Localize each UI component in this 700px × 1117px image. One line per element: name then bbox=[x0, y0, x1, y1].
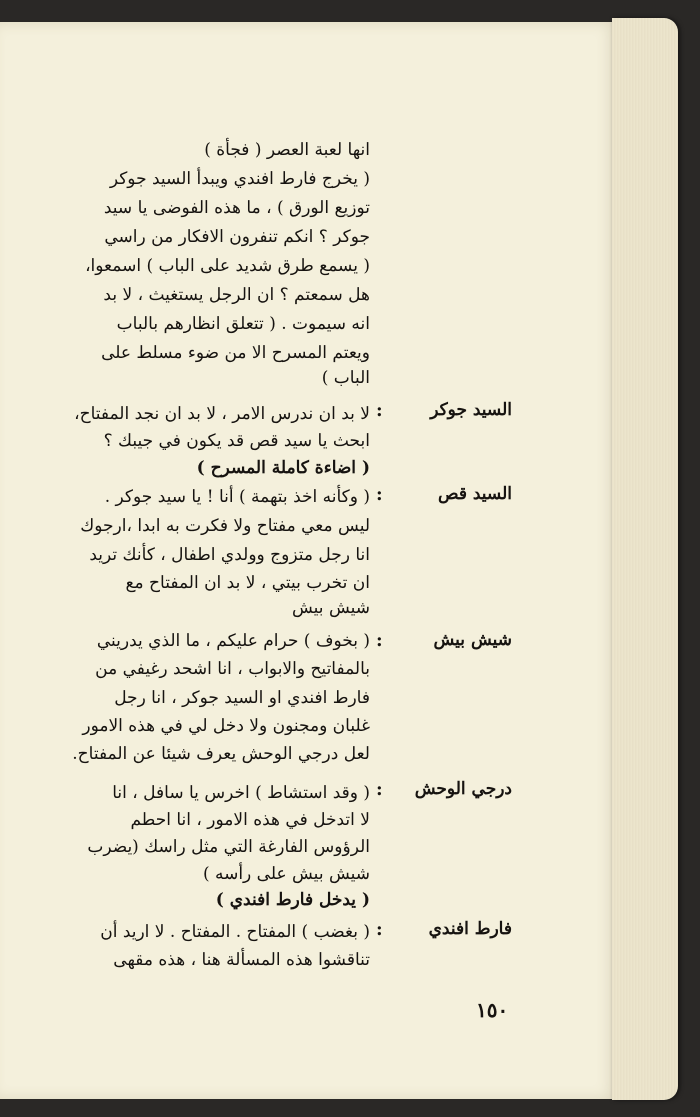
page-number: ١٥٠ bbox=[476, 998, 509, 1022]
dialogue-line: ليس معي مفتاح ولا فكرت به ابدا ،ارجوك bbox=[80, 516, 370, 536]
dialogue-line: بالمفاتيح والابواب ، انا اشحد رغيفي من bbox=[95, 659, 370, 679]
speaker-colon: : bbox=[376, 630, 383, 651]
dialogue-line: ابحث يا سيد قص قد يكون في جيبك ؟ bbox=[103, 431, 370, 451]
intro-line: توزيع الورق ) ، ما هذه الفوضى يا سيد bbox=[103, 198, 370, 218]
dialogue-line: الرؤوس الفارغة التي مثل راسك (يضرب bbox=[87, 837, 370, 857]
intro-line: انه سيموت . ( تتعلق انظارهم بالباب bbox=[116, 314, 370, 334]
dialogue-line: لعل درجي الوحش يعرف شيئا عن المفتاح. bbox=[72, 744, 370, 764]
speaker-colon: : bbox=[376, 919, 383, 940]
intro-line: جوكر ؟ انكم تنفرون الافكار من راسي bbox=[104, 227, 370, 247]
dialogue-line: ان تخرب بيتي ، لا بد ان المفتاح مع bbox=[125, 573, 370, 593]
dialogue-line: فارط افندي او السيد جوكر ، انا رجل bbox=[114, 688, 370, 708]
speaker-colon: : bbox=[376, 779, 383, 800]
speaker-name: فارط افندي bbox=[428, 919, 512, 939]
dialogue-line: لا بد ان ندرس الامر ، لا بد ان نجد المفتاح، bbox=[74, 404, 370, 424]
intro-line: ( يخرج فارط افندي ويبدأ السيد جوكر bbox=[109, 169, 370, 189]
stage-direction: ( يدخل فارط افندي ) bbox=[215, 890, 370, 910]
stage-direction: ( اضاءة كاملة المسرح ) bbox=[196, 458, 370, 478]
speaker-name: شيش بيش bbox=[433, 630, 512, 650]
dialogue-line: تناقشوا هذه المسألة هنا ، هذه مقهى bbox=[113, 950, 370, 970]
speaker-name: السيد جوكر bbox=[430, 400, 512, 420]
dialogue-line: شيش بيش bbox=[292, 598, 370, 618]
dialogue-line: ( بخوف ) حرام عليكم ، ما الذي يدريني bbox=[96, 631, 370, 651]
dialogue-line: ( بغضب ) المفتاح . المفتاح . لا اريد أن bbox=[100, 922, 370, 942]
speaker-name: درجي الوحش bbox=[414, 779, 512, 799]
intro-line: ويعتم المسرح الا من ضوء مسلط على bbox=[101, 343, 370, 363]
dialogue-line: لا اتدخل في هذه الامور ، انا احطم bbox=[130, 810, 370, 830]
dialogue-line: ( وقد استشاط ) اخرس يا سافل ، انا bbox=[112, 783, 370, 803]
intro-line: انها لعبة العصر ( فجأة ) bbox=[204, 140, 370, 160]
speaker-colon: : bbox=[376, 400, 383, 421]
intro-line: الباب ) bbox=[321, 368, 370, 388]
dialogue-line: انا رجل متزوج وولدي اطفال ، كأنك تريد bbox=[89, 545, 370, 565]
page-edges bbox=[612, 18, 678, 1100]
dialogue-line: ( وكأنه اخذ بتهمة ) أنا ! يا سيد جوكر . bbox=[104, 487, 370, 507]
intro-line: هل سمعتم ؟ ان الرجل يستغيث ، لا بد bbox=[103, 285, 370, 305]
intro-line: ( يسمع طرق شديد على الباب ) اسمعوا، bbox=[85, 256, 370, 276]
dialogue-line: شيش بيش على رأسه ) bbox=[202, 864, 370, 884]
speaker-colon: : bbox=[376, 484, 383, 505]
dialogue-line: غلبان ومجنون ولا دخل لي في هذه الامور bbox=[82, 716, 370, 736]
speaker-name: السيد قص bbox=[438, 484, 512, 504]
